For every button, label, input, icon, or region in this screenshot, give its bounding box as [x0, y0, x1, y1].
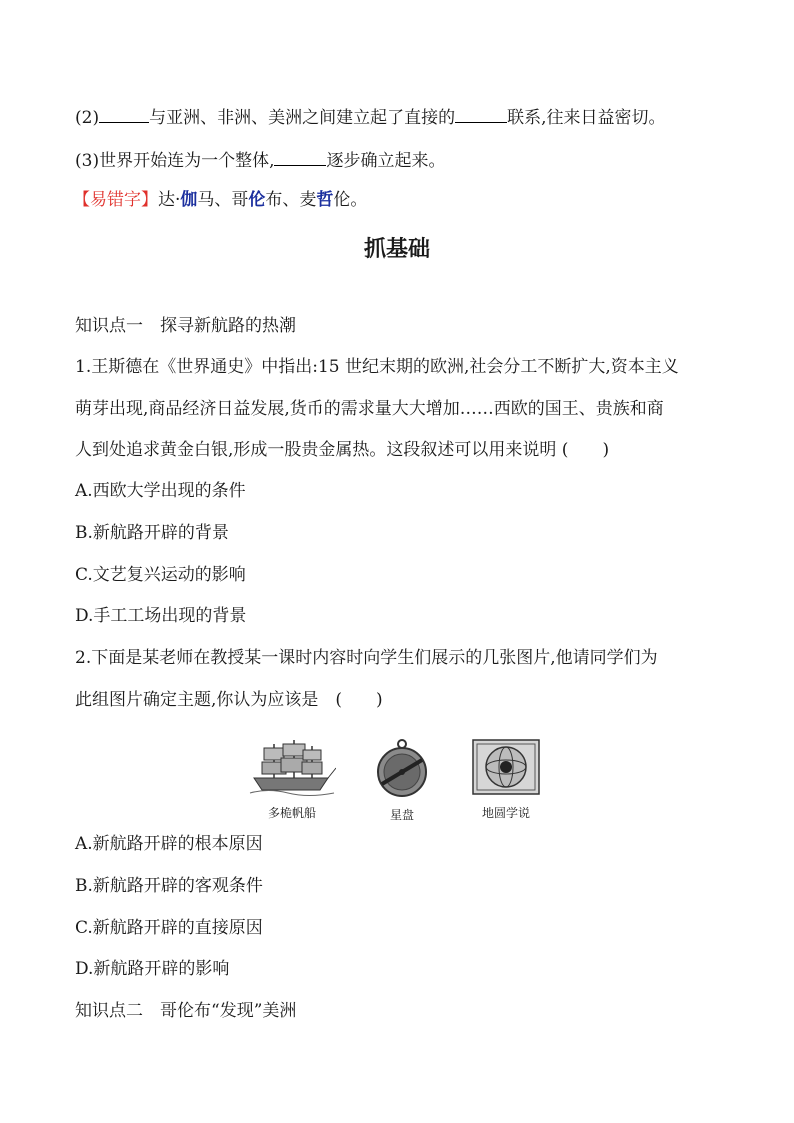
q2-option-c: C.新航路开辟的直接原因 — [75, 918, 263, 938]
knowledge-point-2: 知识点二 哥伦布“发现”美洲 — [75, 1001, 297, 1021]
typo-text: 达· — [158, 190, 181, 210]
q1-line-1: 1.王斯德在《世界通史》中指出:15 世纪末期的欧洲,社会分工不断扩大,资本主义 — [75, 357, 679, 377]
typo-highlight: 伽 — [180, 190, 198, 210]
summary-item-3 — [75, 151, 445, 170]
item-text: 联系,往来日益密切。 — [507, 108, 666, 128]
figure-caption: 多桅帆船 — [267, 806, 316, 820]
typo-text: 布、麦 — [265, 190, 317, 210]
q2-line-1: 2.下面是某老师在教授某一课时内容时向学生们展示的几张图片,他请同学们为 — [75, 648, 658, 668]
item-number: (2) — [75, 108, 100, 128]
q1-option-b: B.新航路开辟的背景 — [75, 523, 229, 543]
q1-option-d: D.手工工场出现的背景 — [75, 606, 247, 626]
section-title: 抓基础 — [363, 237, 430, 262]
fill-blank — [455, 108, 507, 123]
typo-text: 伦。 — [333, 190, 368, 210]
figure-caption: 星盘 — [389, 808, 414, 822]
figure-round-earth — [468, 738, 544, 821]
typo-label: 【易错字】 — [73, 190, 158, 210]
figure-caption: 地圆学说 — [481, 806, 530, 820]
typo-text: 马、哥 — [197, 190, 249, 210]
q1-line-3: 人到处追求黄金白银,形成一股贵金属热。这段叙述可以用来说明 ( ) — [75, 440, 610, 460]
q2-option-d: D.新航路开辟的影响 — [75, 959, 230, 979]
item-text: 逐步确立起来。 — [326, 151, 446, 171]
summary-item-2 — [75, 108, 666, 127]
typo-note — [73, 192, 367, 209]
q1-option-a: A.西欧大学出现的条件 — [75, 481, 246, 501]
q2-option-b: B.新航路开辟的客观条件 — [75, 876, 263, 896]
figure-sailing-ship — [246, 738, 338, 821]
item-text: (3)世界开始连为一个整体, — [75, 151, 275, 171]
fill-blank — [99, 108, 149, 123]
fill-blank — [274, 151, 326, 166]
q1-line-2: 萌芽出现,商品经济日益发展,货币的需求量大大增加……西欧的国王、贵族和商 — [75, 399, 664, 419]
sailing-ship-icon — [248, 738, 336, 796]
knowledge-point-1: 知识点一 探寻新航路的热潮 — [75, 316, 296, 336]
q1-option-c: C.文艺复兴运动的影响 — [75, 565, 246, 585]
astrolabe-icon — [374, 738, 430, 798]
q2-line-2: 此组图片确定主题,你认为应该是 ( ) — [75, 690, 383, 710]
item-text: 与亚洲、非洲、美洲之间建立起了直接的 — [149, 108, 456, 128]
typo-highlight: 伦 — [248, 190, 266, 210]
figure-astrolabe — [370, 738, 434, 823]
typo-highlight: 哲 — [316, 190, 334, 210]
round-earth-theory-icon — [471, 738, 541, 796]
q2-option-a: A.新航路开辟的根本原因 — [75, 834, 263, 854]
